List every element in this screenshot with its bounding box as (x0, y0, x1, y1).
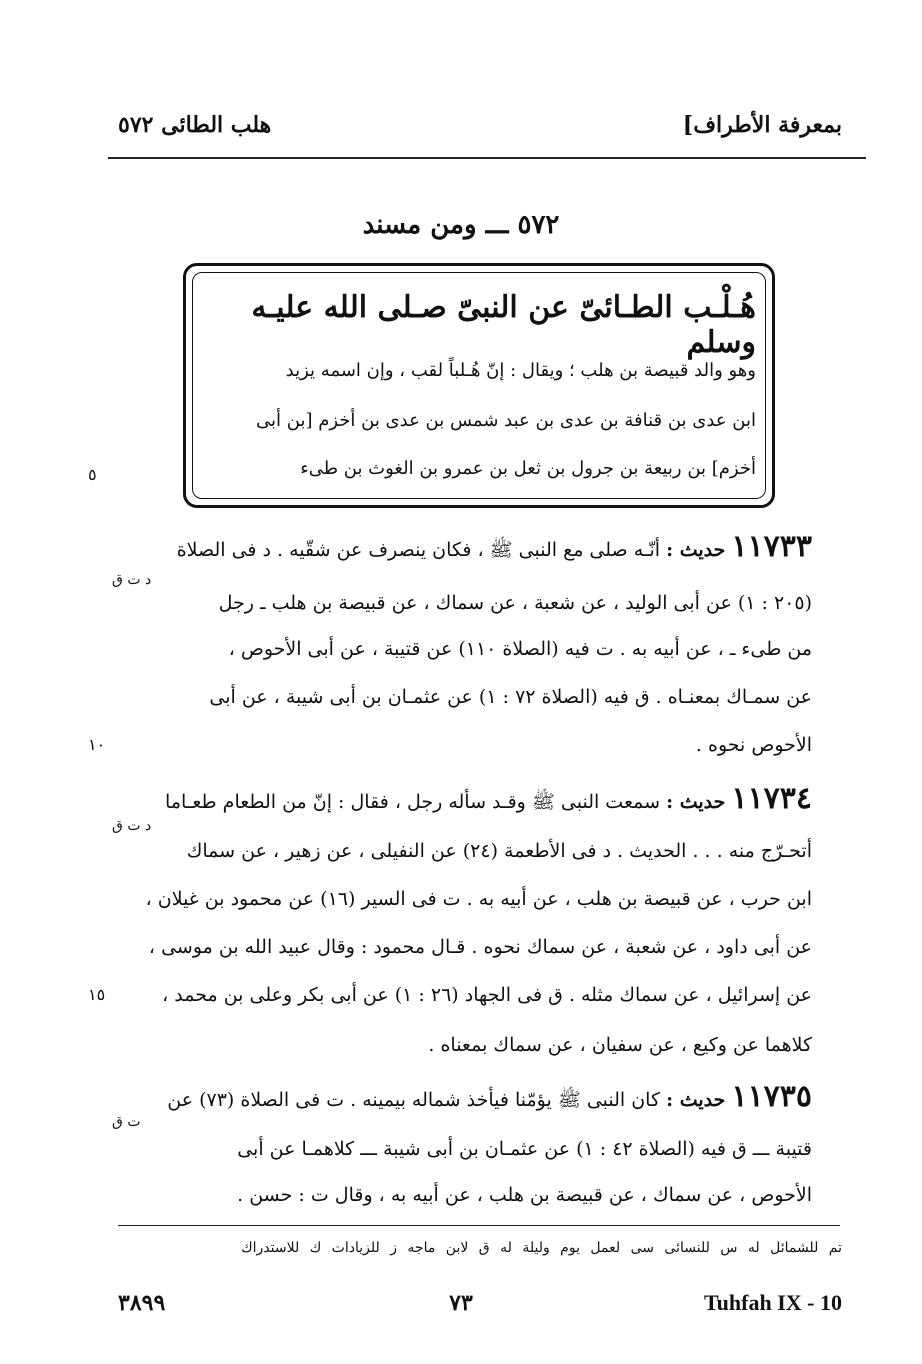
hadith-text-line: عن أبى داود ، عن شعبة ، عن سماك نحوه . قـال محمود : وقال عبيد الله بن موسى ، (148, 936, 812, 958)
hadith-text-line: ابن حرب ، عن قبيصة بن هلب ، عن أبيه به . ت فى السير (١٦) عن محمود بن غيلان ، (145, 888, 812, 910)
hadith-text-line: كلاهما عن وكيع ، عن سفيان ، عن سماك بمعناه . (428, 1034, 812, 1056)
box-line: وهو والد قبيصة بن هلب ؛ ويقال : إنّ هُـلباً لقب ، وإن اسمه يزيد (285, 360, 756, 381)
hadith-text-line: عن سمـاك بمعنـاه . ق فيه (الصلاة ٧٢ : ١) عن عثمـان بن أبى شيبة ، عن أبى (209, 686, 812, 708)
header-rule (108, 157, 866, 159)
margin-line-number: ٥ (88, 465, 97, 484)
box-line: أخزم] بن ربيعة بن جرول بن ثعل بن عمرو بن الغوث بن طىء (300, 458, 756, 479)
hadith-sigla: ت ق (112, 1114, 141, 1130)
margin-line-number: ١٥ (88, 985, 106, 1004)
margin-line-number: ١٠ (88, 735, 106, 754)
hadith-first-line (112, 1079, 812, 1115)
footer-rule (118, 1225, 840, 1226)
hadith-label: حديث : (666, 791, 726, 813)
hadith-text: كان النبى ﷺ يؤمّنا فيأخذ شماله بيمينه . ت فى الصلاة (٧٣) عن (167, 1089, 661, 1111)
hadith-number: ١١٧٣٥ (731, 1079, 812, 1114)
hadith-first-line (112, 529, 812, 565)
hadith-number: ١١٧٣٤ (731, 781, 812, 816)
sigla-legend: تم للشمائل له س للنسائى سى لعمل يوم وليلة له ق لابن ماجه ز للزيادات ك للاستدراك (241, 1240, 842, 1256)
hadith-text-line: الأحوص ، عن سماك ، عن قبيصة بن هلب ، عن أبيه به ، وقال ت : حسن . (237, 1184, 812, 1206)
section-title: ٥٧٢ ـــ ومن مسند (362, 210, 560, 240)
footer-left-number: ٣٨٩٩ (118, 1290, 166, 1316)
hadith-text: سمعت النبى ﷺ وقـد سأله رجل ، فقال : إنّ من الطعام طعـاما (165, 791, 661, 813)
hadith-text-line: أتحـرّج منه . . . الحديث . د فى الأطعمة (٢٤) عن النفيلى ، عن زهير ، عن سماك (186, 840, 812, 862)
footer-volume-label: Tuhfah IX - 10 (704, 1290, 842, 1315)
hadith-label: حديث : (666, 539, 726, 561)
hadith-number: ١١٧٣٣ (731, 529, 812, 564)
hadith-sigla: د ت ق (112, 572, 152, 588)
hadith-sigla: د ت ق (112, 818, 152, 834)
hadith-text-line: من طىء ـ ، عن أبيه به . ت فيه (الصلاة ١١٠) عن قتيبة ، عن أبى الأحوص ، (228, 638, 812, 660)
hadith-label: حديث : (666, 1089, 726, 1111)
hadith-text-line: الأحوص نحوه . (695, 734, 812, 756)
running-header-left: هلب الطائى ٥٧٢ (118, 112, 272, 138)
hadith-text-line: (٢٠٥ : ١) عن أبى الوليد ، عن شعبة ، عن سماك ، عن قبيصة بن هلب ـ رجل (218, 592, 812, 614)
hadith-text-line: قتيبة ـــ ق فيه (الصلاة ٤٢ : ١) عن عثمـان بن أبى شيبة ـــ كلاهمـا عن أبى (237, 1138, 812, 1160)
running-header-right: بمعرفة الأطراف] (682, 112, 842, 138)
hadith-first-line (112, 781, 812, 817)
box-title: هُـلْـب الطـائىّ عن النبىّ صـلى الله عليـه وسلم (251, 290, 756, 360)
page-number: ٧٣ (449, 1290, 473, 1316)
hadith-text-line: عن إسرائيل ، عن سماك مثله . ق فى الجهاد (٢٦ : ١) عن أبى بكر وعلى بن محمد ، (162, 984, 812, 1006)
box-line: ابن عدى بن قنافة بن عدى بن عبد شمس بن عدى بن أخزم [بن أبى (256, 410, 756, 431)
hadith-text: أنّـه صلى مع النبى ﷺ ، فكان ينصرف عن شقّيه . د فى الصلاة (176, 539, 661, 561)
